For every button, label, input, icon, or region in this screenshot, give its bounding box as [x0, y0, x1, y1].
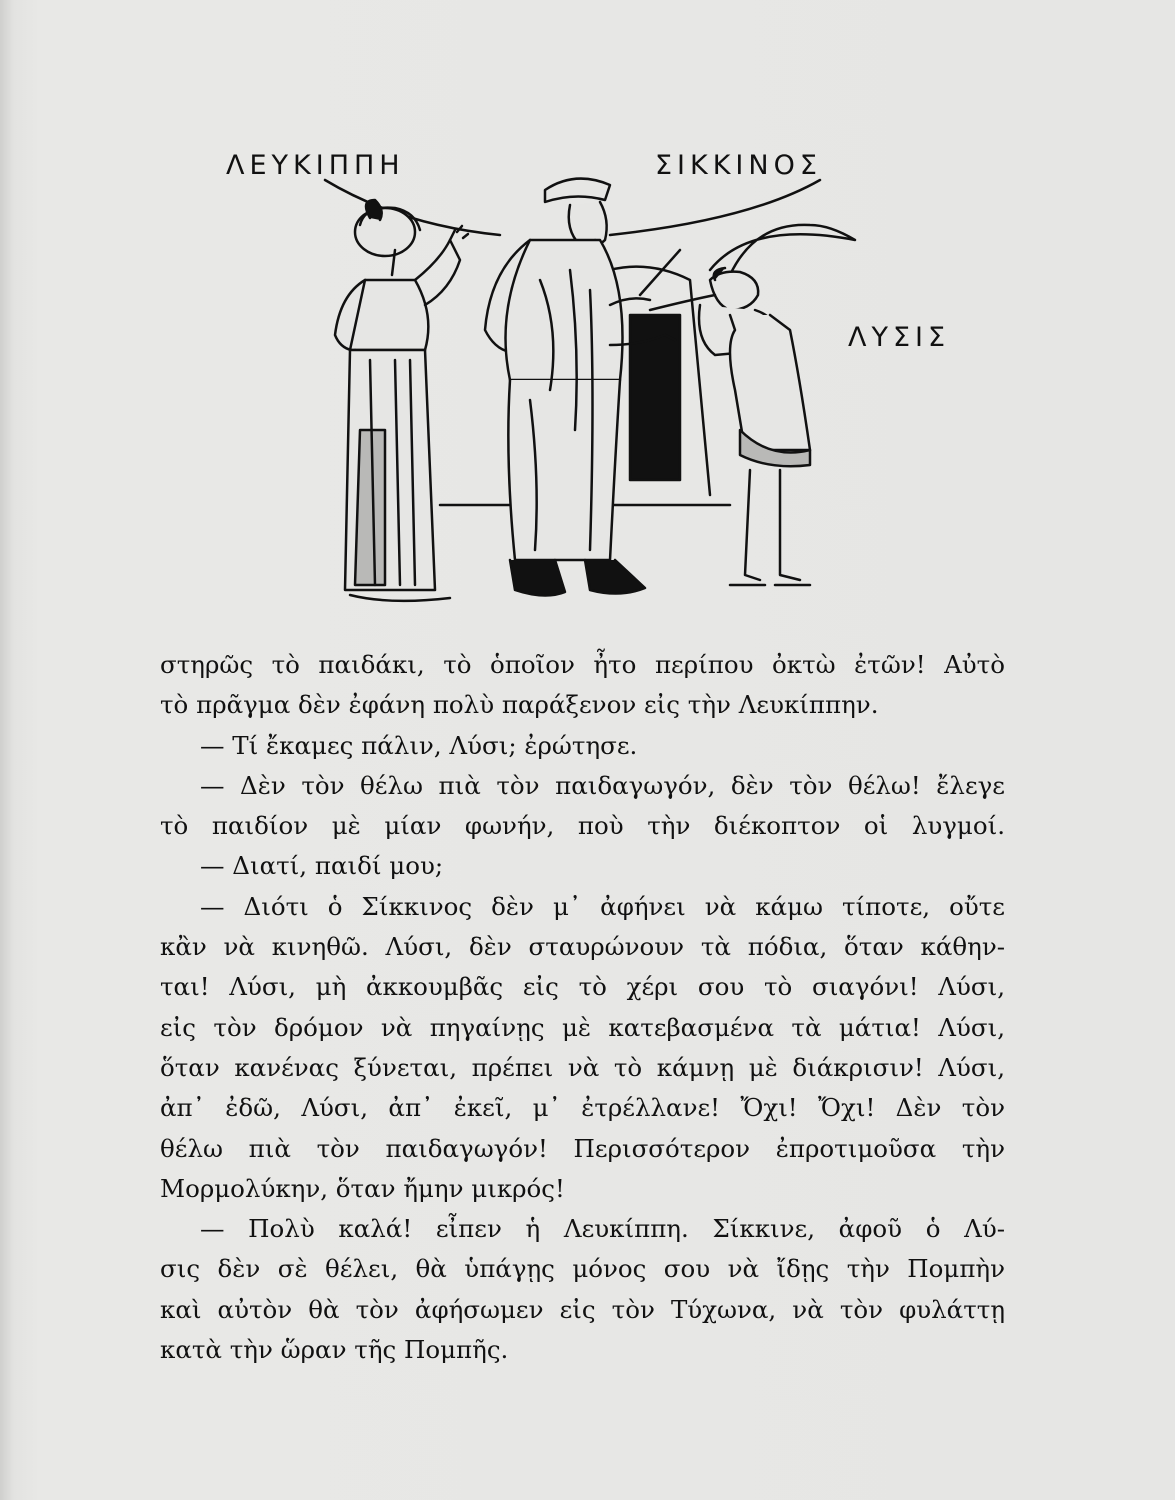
- label-sikkinos: ΣΙΚΚΙΝΟΣ: [655, 150, 822, 181]
- text-line: — Διότι ὁ Σίκκινος δὲν μ᾽ ἀφήνει νὰ κάμω τίποτε, οὔτε: [200, 891, 1005, 921]
- text-line: θέλω πιὰ τὸν παιδαγωγόν! Περισσότερον ἐπροτιμοῦσα τὴν: [160, 1133, 1005, 1163]
- text-line: ται! Λύσι, μὴ ἀκκουμβᾶς εἰς τὸ χέρι σου τὸ σιαγόνι! Λύσι,: [160, 972, 1005, 1002]
- text-line: Μορμολύκην, ὅταν ἤμην μικρός!: [160, 1173, 565, 1203]
- text-line: ὅταν κανένας ξύνεται, πρέπει νὰ τὸ κάμνῃ μὲ διάκρισιν! Λύσι,: [160, 1052, 1005, 1082]
- text-line: κἂν νὰ κινηθῶ. Λύσι, δὲν σταυρώνουν τὰ πόδια, ὅταν κάθην-: [160, 932, 1005, 962]
- text-line: εἰς τὸν δρόμον νὰ πηγαίνῃς μὲ κατεβασμένα τὰ μάτια! Λύσι,: [160, 1012, 1005, 1042]
- text-line: τὸ πρᾶγμα δὲν ἐφάνη πολὺ παράξενον εἰς τὴν Λευκίππην.: [160, 690, 879, 720]
- text-line: στηρῶς τὸ παιδάκι, τὸ ὁποῖον ἦτο περίπου ὀκτὼ ἐτῶν! Αὐτὸ: [160, 650, 1005, 679]
- label-lysis: ΛΥΣΙΣ: [848, 322, 951, 353]
- body-text: [160, 645, 1005, 1370]
- text-line: — Διατί, παιδί μου;: [200, 851, 444, 881]
- text-line: — Πολὺ καλά! εἶπεν ἡ Λευκίππη. Σίκκινε, ἀφοῦ ὁ Λύ-: [200, 1214, 1005, 1244]
- text-line: — Δὲν τὸν θέλω πιὰ τὸν παιδαγωγόν, δὲν τὸν θέλω! ἔλεγε: [200, 770, 1005, 800]
- text-line: — Τί ἔκαμες πάλιν, Λύσι; ἐρώτησε.: [200, 730, 638, 760]
- vase-illustration: [210, 130, 970, 620]
- text-line: κατὰ τὴν ὥραν τῆς Πομπῆς.: [160, 1335, 509, 1365]
- text-line: σις δὲν σὲ θέλει, θὰ ὑπάγῃς μόνος σου νὰ ἴδῃς τὴν Πομπὴν: [160, 1254, 1005, 1284]
- text-line: ἀπ᾽ ἐδῶ, Λύσι, ἀπ᾽ ἐκεῖ, μ᾽ ἐτρέλλανε! Ὄχι! Ὄχι! Δὲν τὸν: [160, 1093, 1005, 1123]
- figure-lefkippi: [335, 200, 468, 601]
- text-line: καὶ αὐτὸν θὰ τὸν ἀφήσωμεν εἰς τὸν Τύχωνα, νὰ τὸν φυλάττῃ: [160, 1294, 1005, 1324]
- text-line: τὸ παιδίον μὲ μίαν φωνήν, ποὺ τὴν διέκοπτον οἱ λυγμοί.: [160, 811, 1005, 841]
- label-lefkippi: ΛΕΥΚΙΠΠΗ: [226, 150, 405, 181]
